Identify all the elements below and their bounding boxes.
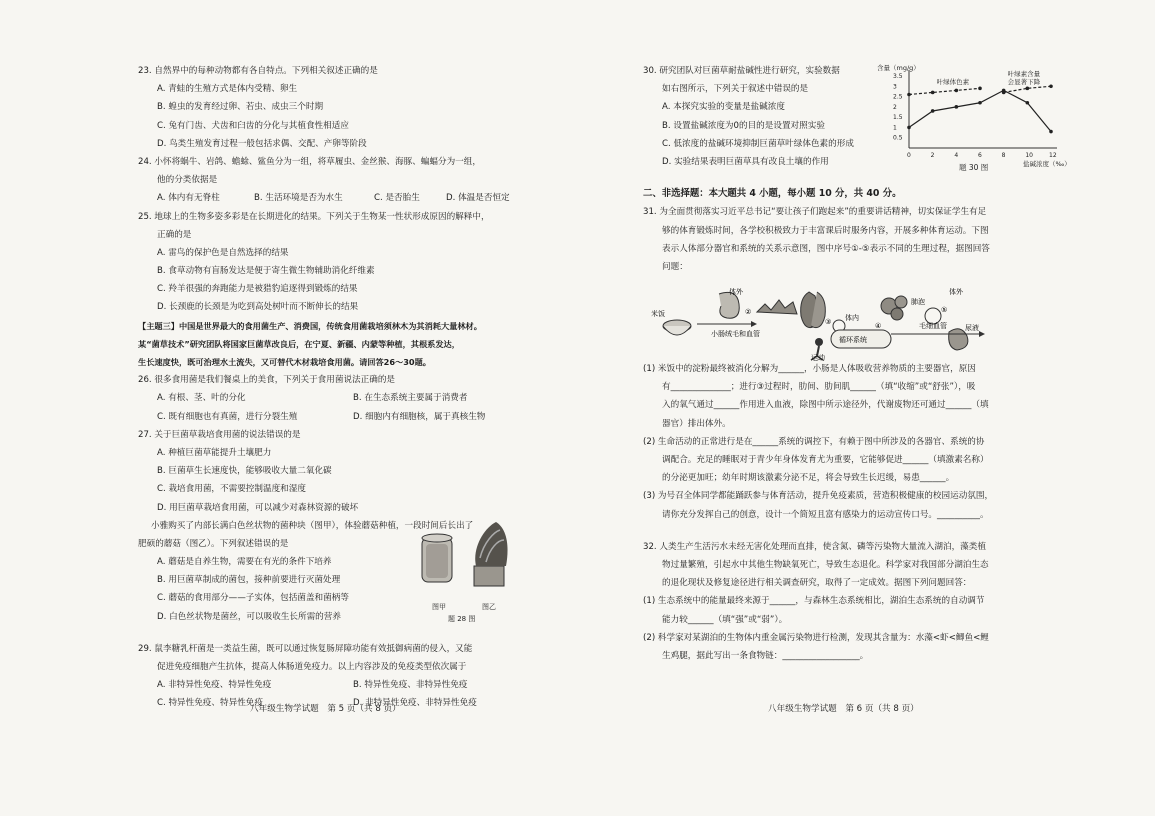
chart-30 (875, 62, 1099, 172)
option-b: B. 蝗虫的发育经过卵、若虫、成虫三个时期 (157, 102, 324, 113)
label-circulation: 循环系统 (839, 336, 867, 344)
option-b: B. 特异性免疫、非特异性免疫 (353, 680, 468, 691)
label-rice: 米饭 (651, 310, 665, 318)
villi-icon (757, 300, 797, 314)
option-c: C. 兔有门齿、犬齿和臼齿的分化与其植食性相适应 (157, 120, 349, 131)
data-point (907, 126, 911, 130)
alveoli-icon (881, 296, 907, 320)
option-b: B. 用巨菌草制成的菌包，接种前要进行灭菌处理 (157, 575, 341, 586)
question-stem: 小雅购买了内部长满白色丝状物的菌种块（图甲），体验蘑菇种植，一段时间后长出了 (151, 520, 474, 531)
line-chart (875, 62, 1099, 172)
option-d: D. 长颈鹿的长颈是为吃到高处树叶而不断伸长的结果 (157, 302, 359, 313)
x-tick-label: 0 (907, 152, 911, 159)
figure-label-b: 图乙 (482, 603, 496, 611)
data-point (978, 101, 982, 105)
question-line: 够的体育锻炼时间，各学校积极致力于丰富课后时服务内容，开展多种体育运动。下图 (662, 225, 989, 236)
option-a: A. 蘑菇是自养生物，需要在有光的条件下培养 (157, 557, 332, 568)
label-inside: 体内 (845, 314, 859, 322)
data-point (955, 89, 959, 93)
label-outside: 体外 (729, 288, 743, 296)
question-stem-cont: 正确的是 (157, 229, 192, 240)
option-a: A. 雷鸟的保护色是自然选择的结果 (157, 247, 289, 258)
question-32 (643, 538, 1095, 665)
section-two-heading: 二、非选择题：本大题共 4 小题，每小题 10 分，共 40 分。 (643, 188, 902, 200)
options-row (138, 676, 526, 694)
sub-question-line: 有______________；进行③过程时，肋间、肋间肌______（填“收缩”或“舒张”），吸 (662, 382, 976, 393)
options-row (138, 189, 526, 207)
data-point (1026, 101, 1030, 105)
options-row (138, 408, 526, 426)
legend-entry: 叶绿素含量 (1007, 70, 1041, 78)
y-tick-label: 1.5 (893, 114, 903, 122)
data-point (1026, 87, 1030, 91)
question-line: 物过量繁殖，引起水中其他生物缺氧死亡，导致生态退化。科学家对我国部分湖泊生态 (662, 559, 989, 570)
x-tick-label: 10 (1025, 152, 1033, 159)
sub-question-line: 请你充分发挥自己的创意，设计一个简短且富有感染力的运动宣传口号。__________。 (662, 509, 989, 520)
data-point (931, 109, 935, 113)
data-point (955, 105, 959, 109)
process-3-label: ③ (825, 318, 832, 326)
question-stem-cont: 他的分类依据是 (157, 175, 218, 186)
sub-question-line: 能力较______（填“强”或“弱”）。 (662, 614, 788, 625)
question-line: 表示人体部分器官和系统的关系示意图，图中序号①-⑤表示不同的生理过程，据图回答 (662, 243, 990, 254)
question-stem-cont: 如右图所示，下列关于叙述中错误的是 (662, 84, 809, 95)
body-systems-diagram (649, 284, 999, 362)
data-point (1002, 91, 1006, 95)
option-b: B. 巨菌草生长速度快，能够吸收大量二氧化碳 (157, 466, 332, 477)
sub-question-line: 器官）排出体外。 (662, 418, 731, 429)
sub-question-line: (1) 米饭中的淀粉最终被消化分解为______，小肠是人体吸收营养物质的主要器官，原因 (643, 364, 976, 375)
lung-icon (801, 292, 826, 328)
option-d: D. 用巨菌草栽培食用菌，可以减少对森林资源的破坏 (157, 502, 359, 513)
x-tick-label: 2 (930, 152, 935, 159)
x-tick-label: 6 (978, 152, 982, 159)
x-tick-label: 12 (1049, 152, 1057, 159)
option-c: C. 既有细胞也有真菌，进行分裂生殖 (157, 411, 298, 422)
label-villi: 小肠绒毛和血管 (711, 330, 760, 338)
theme-line: 【主题三】中国是世界最大的食用菌生产、消费国，传统食用菌栽培须林木为其消耗大量林材。 (138, 320, 482, 331)
figure-caption: 题 28 图 (448, 615, 476, 623)
x-axis-label: 盐碱浓度（‰） (1023, 160, 1071, 168)
legend-entry: 叶绿体色素 (936, 78, 970, 87)
question-27 (138, 426, 526, 517)
rice-bowl-icon (663, 320, 691, 335)
label-capillary: 毛细血管 (919, 322, 947, 330)
sub-question-line: 调配合。充足的睡眠对于青少年身体发育尤为重要，它能够促进______（填激素名称） (662, 455, 989, 465)
question-line: 问题： (662, 261, 688, 272)
option-b: B. 食草动物有盲肠发达是便于寄生微生物辅助消化纤维素 (157, 266, 375, 277)
right-exam-page (588, 0, 1155, 816)
y-tick-label: 2 (893, 103, 897, 111)
option-d: D. 实验结果表明巨菌草具有改良土壤的作用 (662, 156, 829, 167)
data-point (1049, 84, 1053, 88)
theme-line: 生长速度快，既可治理水土流失，又可替代木材栽培食用菌。请回答26～30题。 (138, 357, 431, 367)
option-c: C. 特异性免疫、特异性免疫 (157, 698, 263, 709)
sub-question-line: (2) 生命活动的正常进行是在______系统的调控下，有赖于图中所涉及的各器官、系统的协 (643, 436, 985, 447)
option-b: B. 生活环境是否为水生 (254, 193, 343, 204)
process-2-label: ② (745, 308, 752, 316)
option-c: C. 栽培食用菌，不需要控制温度和湿度 (157, 484, 306, 495)
y-tick-label: 3 (893, 83, 897, 91)
sub-question-line: (1) 生态系统中的能量最终来源于______，与森林生态系统相比，湖泊生态系统的自动调节 (643, 596, 985, 607)
theme-three (138, 317, 526, 372)
question-25 (138, 208, 526, 317)
sub-question-line: (2) 科学家对某湖泊的生物体内重金属污染物进行检测，发现其含量为：水藻<虾<鲫鱼<鲤 (643, 632, 989, 643)
sub-question-line: 入的氧气通过______作用进入血液，除图中所示途径外，代谢废物还可通过______（填 (662, 400, 989, 411)
page-footer: 八年级生物学试题 第 6 页（共 8 页） (768, 704, 919, 714)
data-point (907, 93, 911, 97)
option-b: B. 设置盐碱浓度为0的目的是设置对照实验 (662, 120, 825, 131)
option-d: D. 鸟类生殖发育过程一般包括求偶、交配、产卵等阶段 (157, 138, 367, 149)
figure-label-a: 图甲 (432, 603, 446, 611)
option-d: D. 非特异性免疫、非特异性免疫 (353, 698, 477, 709)
option-d: D. 细胞内有细胞核，属于真核生物 (353, 411, 486, 422)
y-tick-label: 2.5 (893, 93, 903, 101)
option-d: D. 白色丝状物是菌丝，可以吸收生长所需的营养 (157, 611, 341, 622)
option-a: A. 体内有无脊柱 (157, 193, 220, 204)
question-line: 32. 人类生产生活污水未经无害化处理而直排，使含氮、磷等污染物大量流入湖泊，藻类植 (643, 541, 986, 552)
question-stem: 26. 很多食用菌是我们餐桌上的美食，下列关于食用菌说法正确的是 (138, 375, 396, 386)
y-tick-label: 0.5 (893, 134, 903, 142)
question-line: 的退化现状及修复途径进行相关调查研究，取得了一定成效。据图下列问题回答： (662, 578, 972, 589)
sub-question-line: 生鸡腿，据此写出一条食物链：__________________。 (662, 650, 869, 661)
process-5-label: ⑤ (941, 306, 948, 314)
sub-question-line: (3) 为号召全体同学都能踊跃参与体育活动，提升免疫素质，营造积极健康的校园运动氛围， (643, 491, 994, 502)
y-tick-label: 1 (893, 124, 897, 132)
sub-question-line: 的分泌更加旺；幼年时期该激素分泌不足，将会导致生长迟缓，易患______。 (662, 473, 955, 484)
question-31 (643, 203, 1095, 523)
y-axis-label: 含量（mg/g） (877, 64, 920, 72)
question-stem: 27. 关于巨菌草栽培食用菌的说法错误的是 (138, 429, 301, 440)
option-d: D. 体温是否恒定 (446, 193, 510, 204)
left-column (138, 62, 526, 713)
figure-28 (414, 518, 520, 623)
option-c: C. 蘑菇的食用部分——子实体，包括菌盖和菌柄等 (157, 593, 349, 604)
label-alveoli: 肺泡 (911, 298, 925, 306)
question-24 (138, 153, 526, 208)
diagram-31 (649, 284, 999, 362)
process-4-label: ④ (875, 322, 882, 330)
label-urine: 尿液 (965, 324, 979, 332)
x-tick-label: 8 (1001, 152, 1006, 159)
option-a: A. 种植巨菌草能提升土壤肥力 (157, 447, 272, 458)
question-stem-cont: 促进免疫细胞产生抗体，提高人体肠道免疫力。以上内容涉及的免疫类型依次属于 (157, 662, 467, 672)
page-footer: 八年级生物学试题 第 5 页（共 8 页） (250, 704, 401, 714)
data-point (1049, 130, 1053, 134)
options-row (138, 389, 526, 407)
option-a: A. 非特异性免疫、特异性免疫 (157, 680, 272, 691)
question-stem: 29. 鼠李糖乳杆菌是一类益生菌，既可以通过恢复肠屏障功能有效抵御病菌的侵入，又能 (138, 643, 473, 654)
series-line (909, 88, 980, 94)
mushroom-figure (414, 518, 520, 598)
question-stem: 30. 研究团队对巨菌草耐盐碱性进行研究，实验数据 (643, 66, 840, 76)
question-stem: 24. 小怀将蜗牛、岩鸽、蟾蜍、鲨鱼分为一组，将草履虫、金丝猴、海豚、蝙蝠分为一组， (138, 156, 481, 167)
label-outside-2: 体外 (949, 288, 963, 296)
legend-entry: 会显著下降 (1007, 78, 1041, 86)
theme-line: 某“菌草技术”研究团队将国家巨菌草改良后，在宁夏、新疆、内蒙等种植，其根系发达， (138, 338, 460, 349)
question-26 (138, 371, 526, 426)
chart-caption: 题 30 图 (959, 163, 989, 172)
mushroom-image (474, 522, 508, 586)
option-c: C. 低浓度的盐碱环境抑制巨菌草叶绿体色素的形成 (662, 138, 854, 149)
series-line (909, 90, 1051, 131)
question-stem-cont: 肥硕的蘑菇（图乙）。下列叙述错误的是 (138, 538, 289, 549)
label-exercise: 运动 (811, 354, 825, 362)
option-b: B. 在生态系统主要属于消费者 (353, 393, 468, 404)
question-stem: 25. 地球上的生物多姿多彩是在长期进化的结果。下列关于生物某一性状形成原因的解释中， (138, 211, 490, 222)
question-line: 31. 为全面贯彻落实习近平总书记“要让孩子们跑起来”的重要讲话精神，切实保证学生有足 (643, 207, 987, 218)
option-a: A. 青蛙的生殖方式是体内受精、卵生 (157, 84, 298, 95)
question-stem: 23. 自然界中的每种动物都有各自特点。下列相关叙述正确的是 (138, 66, 378, 76)
data-point (931, 91, 935, 95)
y-tick-label: 3.5 (893, 73, 903, 80)
option-a: A. 本探究实验的变量是盐碱浓度 (662, 102, 785, 113)
x-tick-label: 4 (954, 152, 959, 159)
option-a: A. 有根、茎、叶的分化 (157, 393, 246, 404)
data-point (978, 87, 982, 91)
option-c: C. 是否胎生 (374, 193, 420, 204)
right-column (643, 62, 1095, 665)
question-23 (138, 62, 526, 153)
option-c: C. 羚羊很强的奔跑能力是被猎豹追逐得到锻炼的结果 (157, 284, 358, 295)
